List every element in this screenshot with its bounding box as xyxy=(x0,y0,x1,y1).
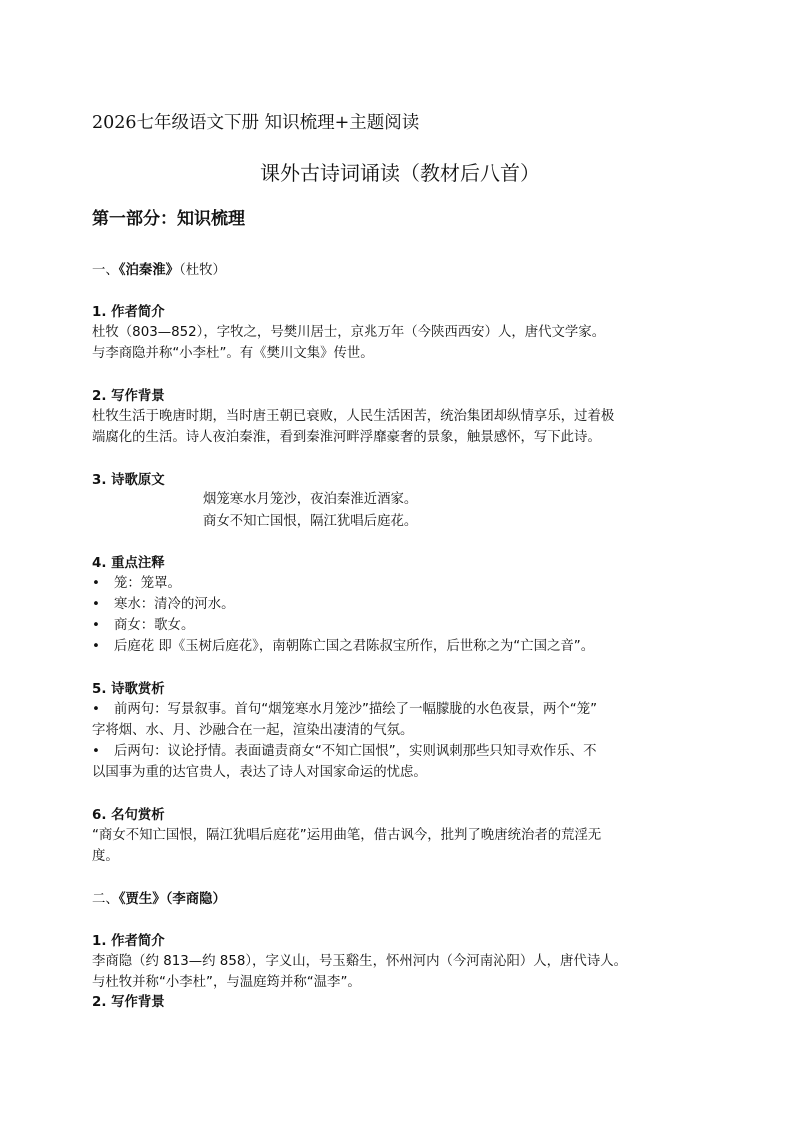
section-number: 一、 xyxy=(92,263,119,278)
section-book-title: 《泊秦淮》 xyxy=(118,263,180,278)
appreciation-heading: 5. 诗歌赏析 xyxy=(92,682,165,697)
appreciation-line: 以国事为重的达官贵人，表达了诗人对国家命运的忧虑。 xyxy=(92,765,427,780)
appreciation-item xyxy=(92,745,597,758)
poem-heading: 3. 诗歌原文 xyxy=(92,473,165,488)
author-intro-line: 与李商隐并称“小李杜”。有《樊川文集》传世。 xyxy=(92,346,374,361)
note-item xyxy=(92,640,594,653)
bullet-icon: • xyxy=(92,618,100,633)
note-item xyxy=(92,619,194,632)
note-item xyxy=(92,577,181,590)
note-text: 后庭花 即《玉树后庭花》，南朝陈亡国之君陈叔宝所作，后世称之为“亡国之音”。 xyxy=(114,639,595,654)
background-heading: 2. 写作背景 xyxy=(92,995,165,1010)
section-book-title: 《贾生》 xyxy=(118,892,166,907)
bullet-icon: • xyxy=(92,576,100,591)
author-intro-line: 杜牧（803—852），字牧之，号樊川居士，京兆万年（今陕西西安）人，唐代文学家。 xyxy=(92,325,606,340)
note-text: 寒水：清冷的河水。 xyxy=(114,597,235,612)
bullet-icon: • xyxy=(92,639,100,654)
section-heading-1 xyxy=(92,264,226,277)
notes-heading: 4. 重点注释 xyxy=(92,556,165,571)
note-item xyxy=(92,598,235,611)
section-author: （李商隐） xyxy=(165,892,226,907)
famous-line-heading: 6. 名句赏析 xyxy=(92,808,165,823)
section-author: （杜牧） xyxy=(179,263,226,278)
appreciation-line: 字将烟、水、月、沙融合在一起，渲染出凄清的气氛。 xyxy=(92,723,414,738)
famous-line-text: “商女不知亡国恨，隔江犹唱后庭花”运用曲笔，借古讽今，批判了晚唐统治者的荒淫无 xyxy=(92,828,602,843)
appreciation-text: 后两句：议论抒情。表面谴责商女“不知亡国恨”，实则讽刺那些只知寻欢作乐、不 xyxy=(114,744,597,759)
main-title: 课外古诗词诵读（教材后八首） xyxy=(260,161,540,185)
section-number: 二、 xyxy=(92,892,119,907)
background-line: 端腐化的生活。诗人夜泊秦淮，看到秦淮河畔浮靡豪奢的景象，触景感怀，写下此诗。 xyxy=(92,430,601,445)
author-intro-line: 李商隐（约 813—约 858），字义山，号玉谿生，怀州河内（今河南沁阳）人，唐代诗人。 xyxy=(92,954,627,969)
bullet-icon: • xyxy=(92,597,100,612)
appreciation-item xyxy=(92,703,597,716)
document-header-title: 2026七年级语文下册 知识梳理+主题阅读 xyxy=(92,113,420,133)
bullet-icon: • xyxy=(92,744,100,759)
poem-line: 烟笼寒水月笼沙，夜泊秦淮近酒家。 xyxy=(203,492,418,507)
poem-line: 商女不知亡国恨，隔江犹唱后庭花。 xyxy=(203,514,418,529)
background-heading: 2. 写作背景 xyxy=(92,389,165,404)
author-intro-heading: 1. 作者简介 xyxy=(92,305,165,320)
author-intro-heading: 1. 作者简介 xyxy=(92,934,165,949)
bullet-icon: • xyxy=(92,702,100,717)
appreciation-text: 前两句：写景叙事。首句“烟笼寒水月笼沙”描绘了一幅朦胧的水色夜景，两个“笼” xyxy=(114,702,598,717)
part-title: 第一部分：知识梳理 xyxy=(92,209,245,229)
famous-line-text: 度。 xyxy=(92,849,119,864)
background-line: 杜牧生活于晚唐时期，当时唐王朝已衰败，人民生活困苦，统治集团却纵情享乐，过着极 xyxy=(92,409,615,424)
section-heading-2 xyxy=(92,893,226,906)
note-text: 商女：歌女。 xyxy=(114,618,195,633)
note-text: 笼：笼罩。 xyxy=(114,576,181,591)
author-intro-line: 与杜牧并称“小李杜”，与温庭筠并称“温李”。 xyxy=(92,975,361,990)
